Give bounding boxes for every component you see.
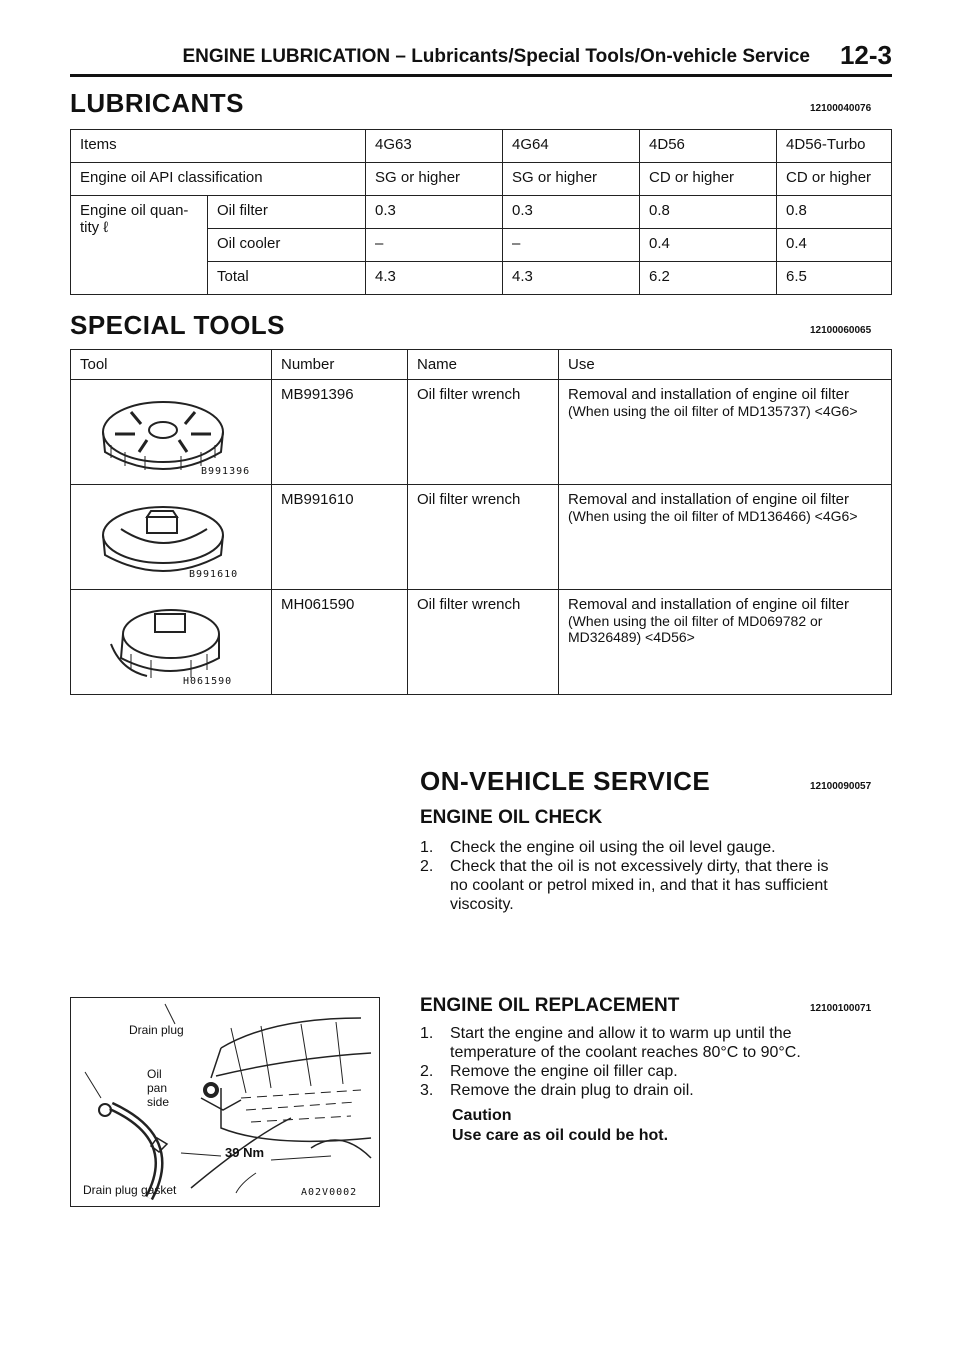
table-cell: Oil cooler [208,229,366,262]
table-cell: 0.8 [777,196,892,229]
tool-image-cell [71,590,272,695]
step-text: viscosity. [450,896,514,913]
drain-plug-figure [70,997,380,1207]
step-number: 2. [420,1063,434,1080]
lubricants-table [70,129,892,295]
step-text: Start the engine and allow it to warm up until the [450,1025,792,1042]
tool-use [559,485,892,590]
table-cell: 4.3 [366,262,503,295]
oil-replacement-code: 12100100071 [810,1003,872,1014]
tool-name: Oil filter wrench [408,590,559,695]
tool-use-line: (When using the oil filter of MD136466) <4G6> [568,508,858,524]
page-header [70,40,892,77]
oil-pan-drain-plug-icon [71,998,379,1206]
table-header-cell: 4D56 [640,130,777,163]
step-number: 2. [420,858,434,875]
table-header-cell: 4D56-Turbo [777,130,892,163]
oil-pan-side-label: Oil [147,1067,162,1081]
tool-image-cell [71,380,272,485]
table-row [71,130,892,163]
tool-number: MB991396 [272,380,408,485]
table-row [71,380,892,485]
step-number: 1. [420,1025,434,1042]
oil-check-heading: ENGINE OIL CHECK [420,807,603,828]
step-number: 1. [420,839,434,856]
table-cell: Engine oil API classification [71,163,366,196]
table-header-cell: Number [272,350,408,380]
tool-use-line: (When using the oil filter of MD135737) <4G6> [568,403,858,419]
table-cell: 0.3 [366,196,503,229]
table-cell: SG or higher [503,163,640,196]
table-header-cell: 4G63 [366,130,503,163]
table-row [71,196,892,229]
figure-code: A02V0002 [301,1187,358,1198]
table-cell: Total [208,262,366,295]
table-cell: CD or higher [777,163,892,196]
header-title: ENGINE LUBRICATION – Lubricants/Special Tools/On-vehicle Service [182,46,810,67]
table-header-cell: Use [559,350,892,380]
table-cell: 0.3 [503,196,640,229]
oil-replacement-heading: ENGINE OIL REPLACEMENT [420,995,680,1016]
drain-plug-label: Drain plug [129,1023,184,1037]
tool-use-line: Removal and installation of engine oil filter [568,386,849,403]
table-cell: SG or higher [366,163,503,196]
special-tools-heading: SPECIAL TOOLS [70,310,286,340]
tool-image-label: H061590 [183,676,233,687]
lubricants-heading: LUBRICANTS [70,88,244,118]
tool-use-line: (When using the oil filter of MD069782 or [568,613,823,629]
tool-number: MB991610 [272,485,408,590]
table-cell: 6.2 [640,262,777,295]
drain-plug-gasket-label: Drain plug gasket [83,1183,177,1197]
step-text: no coolant or petrol mixed in, and that it has sufficient [450,877,828,894]
table-row [71,163,892,196]
tool-use [559,380,892,485]
caution-title: Caution [452,1107,512,1124]
page-number: 12-3 [839,40,892,70]
table-cell: – [503,229,640,262]
table-header-cell: 4G64 [503,130,640,163]
tool-image-cell [71,485,272,590]
tool-image-label: B991610 [189,569,239,580]
on-vehicle-code: 12100090057 [810,781,872,792]
table-cell: Oil filter [208,196,366,229]
special-tools-table [70,349,892,695]
list-item [420,857,892,917]
tool-use-line: Removal and installation of engine oil filter [568,596,849,613]
table-header-cell: Name [408,350,559,380]
table-row [71,590,892,695]
step-text: temperature of the coolant reaches 80°C to 90°C. [450,1044,801,1061]
table-cell: 0.8 [640,196,777,229]
step-number: 3. [420,1082,434,1099]
quantity-label-cell [71,196,208,295]
oil-pan-side-label: side [147,1095,170,1109]
tool-name: Oil filter wrench [408,485,559,590]
tool-use-line: Removal and installation of engine oil filter [568,491,849,508]
table-cell: 6.5 [777,262,892,295]
tool-name: Oil filter wrench [408,380,559,485]
caution-text: Use care as oil could be hot. [452,1127,669,1144]
quantity-label-line: Engine oil quan- [80,202,189,219]
table-cell: 0.4 [777,229,892,262]
step-text: Remove the drain plug to drain oil. [450,1082,694,1099]
table-cell: 0.4 [640,229,777,262]
table-header-cell: Items [71,130,366,163]
lubricants-code: 12100040076 [810,103,872,114]
oil-pan-side-label: pan [147,1081,168,1095]
torque-label: 39 Nm [225,1145,265,1160]
table-row [71,485,892,590]
table-cell: 4.3 [503,262,640,295]
quantity-label-line: tity ℓ [80,219,109,236]
on-vehicle-heading: ON-VEHICLE SERVICE [420,766,711,796]
tool-use [559,590,892,695]
table-cell: – [366,229,503,262]
step-text: Check that the oil is not excessively dirty, that there is [450,858,829,875]
step-text: Check the engine oil using the oil level gauge. [450,839,776,856]
tool-use-line: MD326489) <4D56> [568,629,695,645]
tool-image-label: B991396 [201,466,251,477]
table-row [71,350,892,380]
table-header-cell: Tool [71,350,272,380]
list-item [420,1024,892,1064]
table-cell: CD or higher [640,163,777,196]
special-tools-code: 12100060065 [810,325,872,336]
tool-number: MH061590 [272,590,408,695]
step-text: Remove the engine oil filler cap. [450,1063,678,1080]
